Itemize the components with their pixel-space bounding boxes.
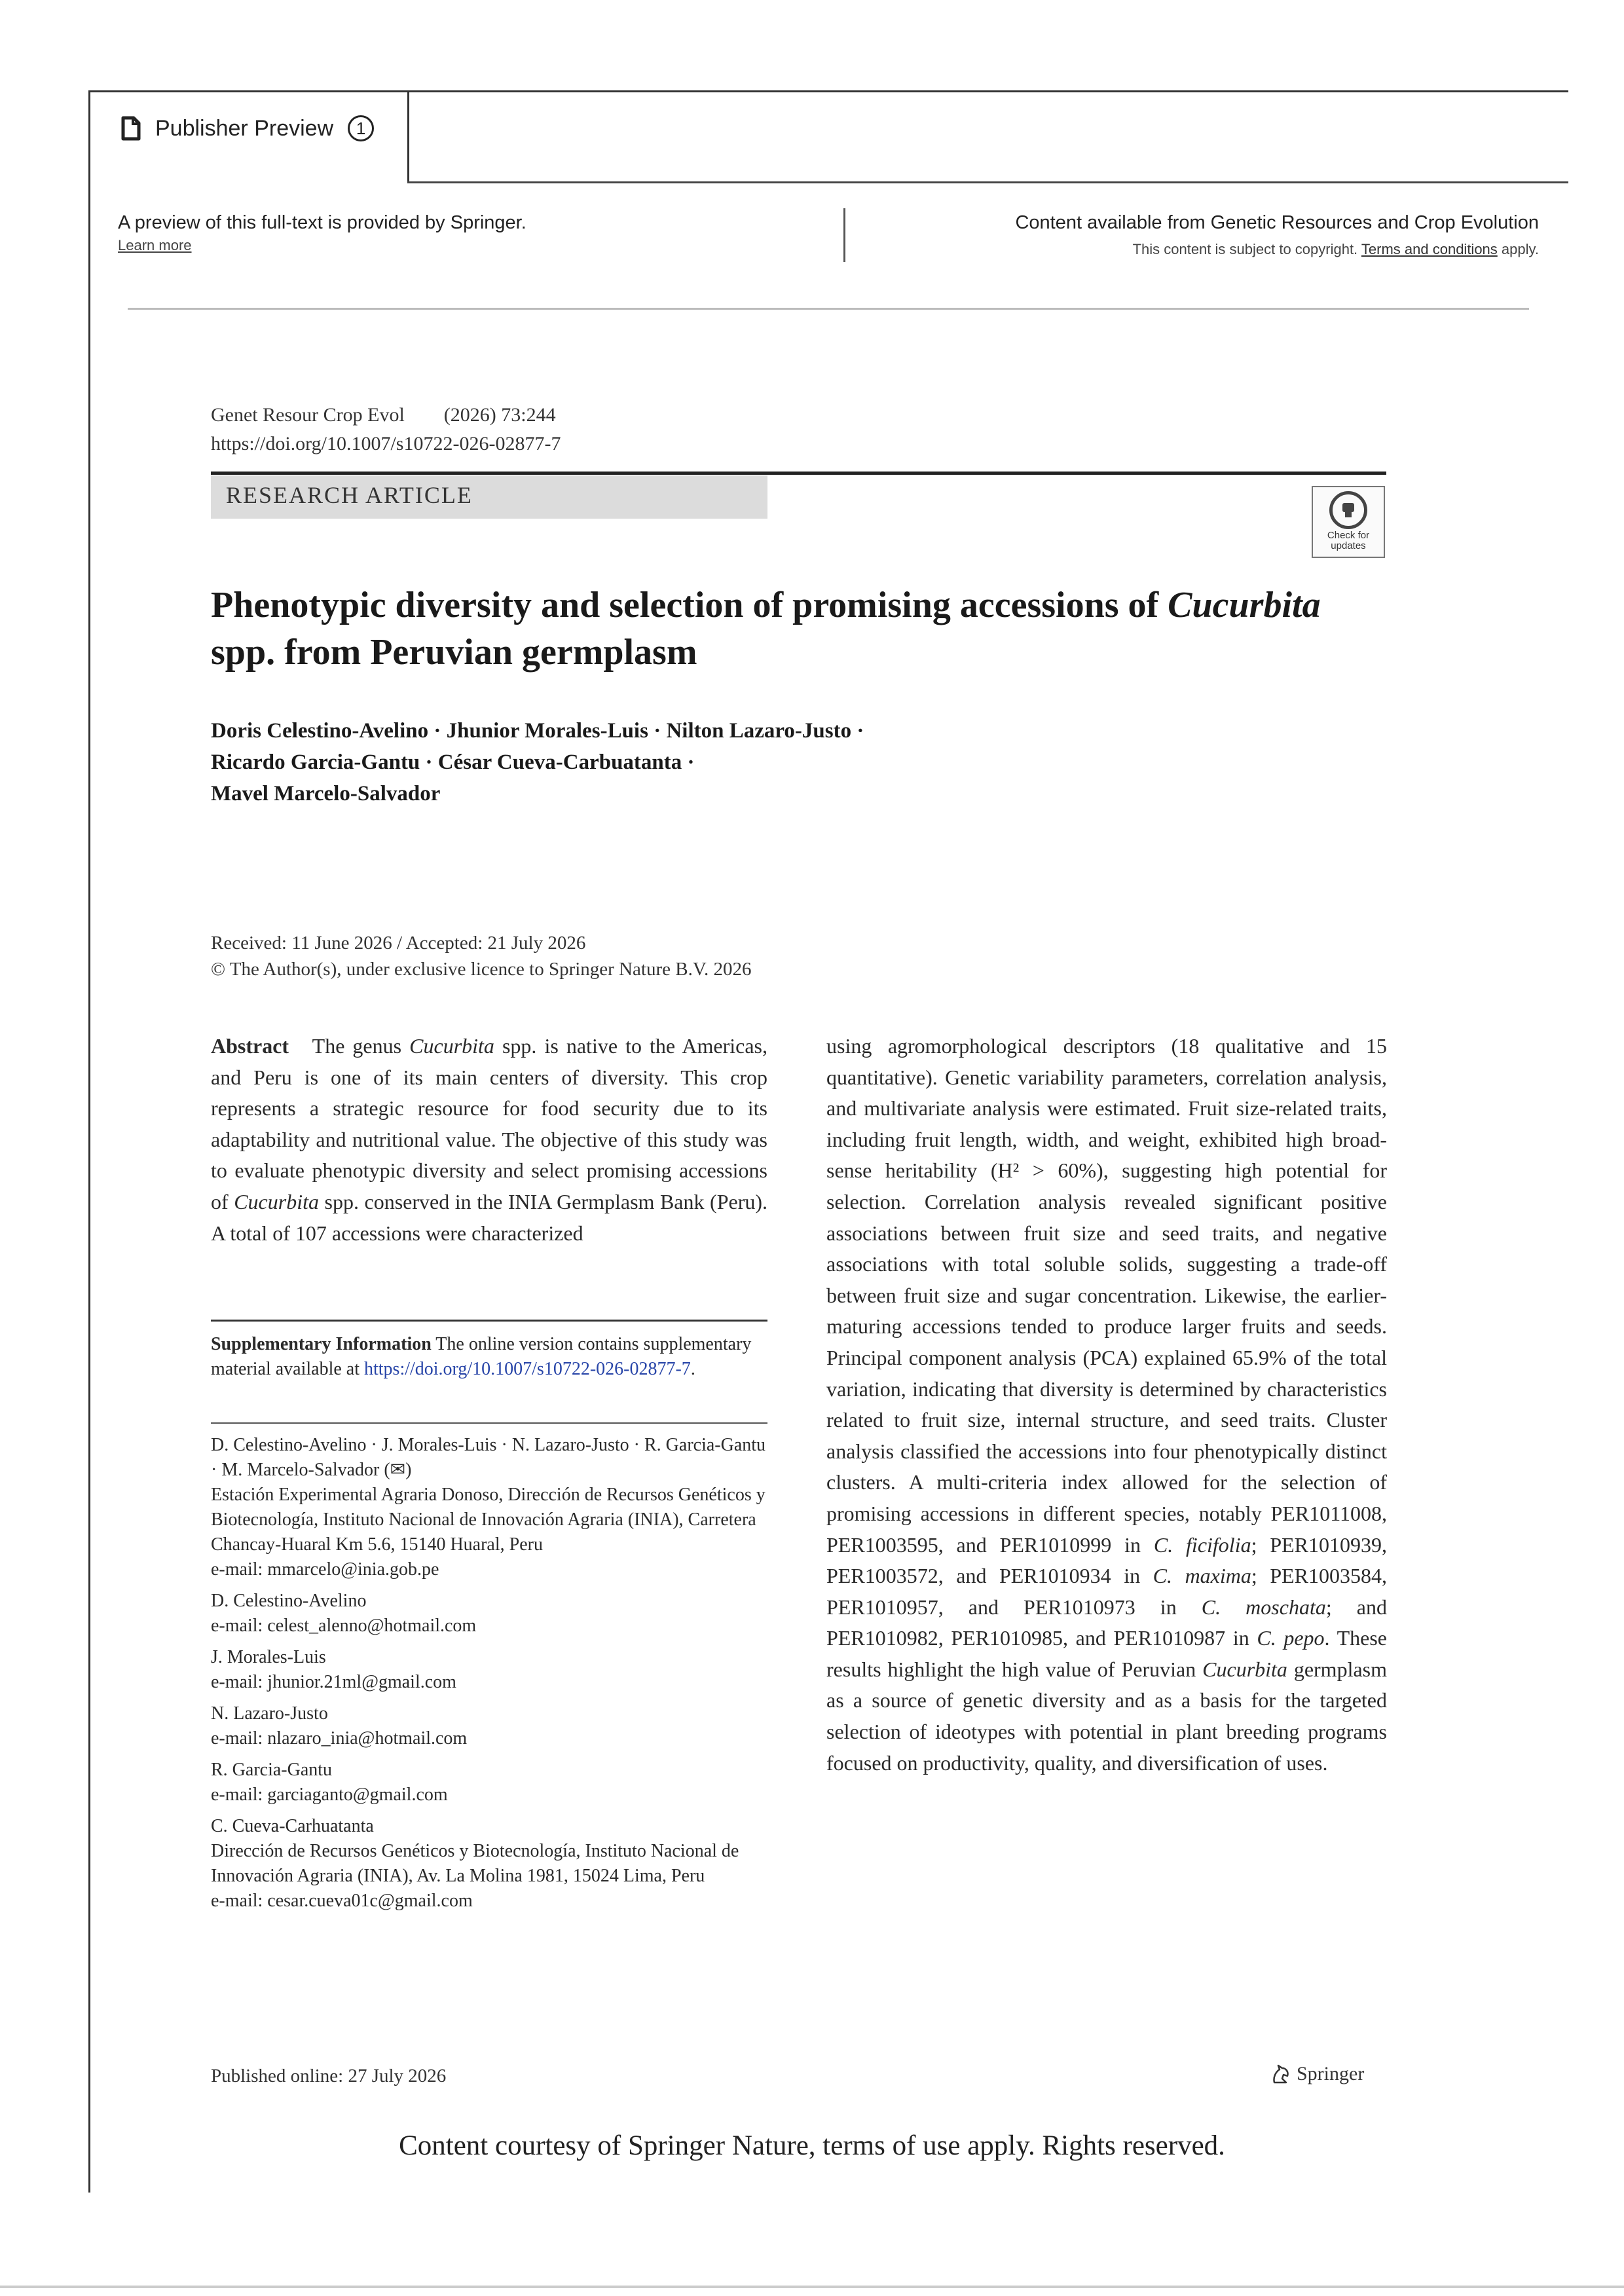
- abstract-text: spp. is native to the Americas, and Peru is one of its main centers of diversity. This crop represents a strategic resource for food security due to its adaptability and nutritional value. The objective of this study was to evaluate phenotypic diversity and select promising accessions of: [211, 1034, 768, 1213]
- affiliation-author: J. Morales-Luis: [211, 1647, 326, 1667]
- authors-line: Doris Celestino-Avelino · Jhunior Morales-Luis · Nilton Lazaro-Justo ·: [211, 719, 864, 743]
- courtesy-footer: Content courtesy of Springer Nature, terms of use apply. Rights reserved.: [399, 2130, 1225, 2161]
- tab-label: Publisher Preview: [155, 115, 334, 141]
- abstract-genus: Cucurbita: [409, 1034, 494, 1058]
- terms-link[interactable]: Terms and conditions: [1361, 241, 1498, 257]
- info-badge[interactable]: 1: [348, 115, 374, 141]
- page-bottom-edge: [0, 2286, 1624, 2288]
- abstract-text: The genus: [312, 1034, 410, 1058]
- preview-notice: A preview of this full-text is provided by Springer.: [118, 212, 526, 233]
- suppl-link[interactable]: https://doi.org/10.1007/s10722-026-02877-7: [363, 1359, 691, 1379]
- journal-citation: [211, 401, 561, 458]
- affiliation-email: e-mail: garciaganto@gmail.com: [211, 1785, 448, 1805]
- abstract-text: germplasm as a source of genetic diversity and as a basis for the targeted selection of ideotypes with potential in plant breeding programs focused on productivity, quality, and diversification of uses.: [826, 1657, 1388, 1775]
- document-icon: [121, 116, 141, 141]
- received-dates: Received: 11 June 2026 / Accepted: 21 July 2026: [211, 933, 586, 954]
- tab-separator: [407, 92, 409, 183]
- species-name: C. moschata: [1201, 1595, 1326, 1619]
- abstract-label: Abstract: [211, 1034, 289, 1058]
- abstract-text: using agromorphological descriptors (18 qualitative and 15 quantitative). Genetic variability parameters, correlation analysis, and multivariate analysis were estimated. Fruit size-related traits, including fruit length, width, and weight, exhibited high broad-sense heritability (H² > 60%), suggesting high potential for selection. Correlation analysis revealed significant positive associations between fruit size and seed traits, and negative associations with total soluble solids, suggesting a trade-off between fruit size and sugar concentration. Likewise, the earlier-maturing accessions tended to produce larger fruits and seeds. Principal component analysis (PCA) explained 65.9% of the total variation, indicating that diversity is determined by characteristics related to fruit size, internal structure, and seed traits. Cluster analysis classified the accessions into four phenotypically distinct clusters. A multi-criteria index allowed for the selection of promising accessions in different species, notably PER1011008, PER1003595, and PER1010999 in: [826, 1034, 1387, 1557]
- affiliation-author: D. Celestino-Avelino: [211, 1591, 367, 1611]
- affiliation-author: N. Lazaro-Justo: [211, 1703, 328, 1724]
- springer-wordmark: Springer: [1297, 2063, 1365, 2084]
- content-source-notice: Content available from Genetic Resources and Crop Evolution: [1015, 212, 1539, 233]
- suppl-text: The online version contains supplementary material available at: [211, 1334, 752, 1379]
- tab-bar-underline: [407, 181, 1568, 183]
- species-name: C. maxima: [1153, 1564, 1251, 1588]
- copyright-text: This content is subject to copyright.: [1132, 241, 1358, 257]
- abstract-text: spp. conserved in the INIA Germplasm Bank (Peru). A total of 107 accessions were characterized: [211, 1189, 768, 1245]
- affiliation-authors: D. Celestino-Avelino · J. Morales-Luis · N. Lazaro-Justo · R. Garcia-Gantu · M. Marcelo-Salvador (✉): [211, 1435, 766, 1480]
- affiliation-address: Dirección de Recursos Genéticos y Biotecnología, Instituto Nacional de Innovación Agraria (INIA), Av. La Molina 1981, 15024 Lima, Peru: [211, 1841, 739, 1886]
- footnote-rule: [211, 1320, 767, 1322]
- publisher-preview-tab[interactable]: [121, 115, 374, 141]
- abstract-text: . These results highlight the high value of Peruvian: [826, 1626, 1388, 1681]
- author-list: [211, 715, 1324, 809]
- title-genus: Cucurbita: [1168, 585, 1321, 625]
- affiliations: [211, 1433, 767, 1920]
- affiliation-block: [211, 1433, 767, 1582]
- abstract-right-column: [826, 1031, 1387, 1779]
- species-name: C. pepo: [1257, 1626, 1325, 1650]
- paper-title: [211, 582, 1324, 676]
- affiliation-email: e-mail: celest_alenno@hotmail.com: [211, 1616, 477, 1636]
- header-rule: [211, 472, 1386, 475]
- header-divider: [128, 308, 1529, 310]
- affiliation-email: e-mail: jhunior.21ml@gmail.com: [211, 1672, 456, 1692]
- doi-link[interactable]: https://doi.org/10.1007/s10722-026-02877-7: [211, 433, 561, 454]
- affiliation-email: e-mail: nlazaro_inia@hotmail.com: [211, 1728, 468, 1749]
- affiliation-block: [211, 1589, 767, 1639]
- footnote-rule: [211, 1422, 767, 1424]
- springer-horse-icon: [1270, 2063, 1291, 2085]
- copyright-notice: [1133, 241, 1539, 258]
- suppl-label: Supplementary Information: [211, 1334, 432, 1354]
- title-text: Phenotypic diversity and selection of promising accessions of: [211, 585, 1168, 625]
- supplementary-info: [211, 1332, 767, 1382]
- suppl-end: .: [690, 1359, 695, 1379]
- check-updates-label: Check for updates: [1327, 530, 1370, 551]
- article-type: RESEARCH ARTICLE: [226, 482, 473, 508]
- authors-line: Ricardo Garcia-Gantu · César Cueva-Carbuatanta ·: [211, 750, 695, 774]
- authors-line: Mavel Marcelo-Salvador: [211, 782, 441, 805]
- dates-block: [211, 930, 752, 982]
- affiliation-block: [211, 1645, 767, 1695]
- copyright-suffix: apply.: [1501, 241, 1539, 257]
- affiliation-block: [211, 1758, 767, 1807]
- affiliation-author: R. Garcia-Gantu: [211, 1760, 333, 1780]
- species-name: C. ficifolia: [1153, 1532, 1251, 1557]
- affiliation-email: e-mail: mmarcelo@inia.gob.pe: [211, 1559, 439, 1580]
- abstract-left-column: [211, 1031, 767, 1249]
- notice-divider: [843, 208, 845, 262]
- affiliation-block: [211, 1701, 767, 1751]
- journal-line: Genet Resour Crop Evol (2026) 73:244: [211, 404, 556, 426]
- abstract-text: ; PER1003584, PER1010957, and PER1010973 in: [826, 1564, 1388, 1619]
- learn-more-link[interactable]: Learn more: [118, 237, 192, 253]
- affiliation-block: [211, 1814, 767, 1914]
- affiliation-author: C. Cueva-Carhuatanta: [211, 1816, 374, 1836]
- check-updates-icon: [1329, 491, 1367, 529]
- abstract-genus: Cucurbita: [234, 1189, 319, 1213]
- published-online: Published online: 27 July 2026: [211, 2065, 447, 2086]
- frame-border-left: [88, 90, 90, 2193]
- species-name: Cucurbita: [1202, 1657, 1287, 1681]
- affiliation-email: e-mail: cesar.cueva01c@gmail.com: [211, 1891, 473, 1911]
- springer-logo: [1270, 2063, 1364, 2085]
- affiliation-address: Estación Experimental Agraria Donoso, Dirección de Recursos Genéticos y Biotecnología, Instituto Nacional de Innovación Agraria (INIA), Carretera Chancay-Huaral Km 5.6, 15140 Huaral, Peru: [211, 1485, 766, 1555]
- check-for-updates-badge[interactable]: [1312, 486, 1385, 558]
- title-text-end: spp. from Peruvian germplasm: [211, 632, 697, 673]
- frame-border-top: [88, 90, 1568, 92]
- abstract-text: ; PER1010939, PER1003572, and PER1010934 in: [826, 1532, 1387, 1588]
- abstract-text: ; and PER1010982, PER1010985, and PER1010987 in: [826, 1595, 1388, 1650]
- copyright-line: © The Author(s), under exclusive licence to Springer Nature B.V. 2026: [211, 959, 752, 980]
